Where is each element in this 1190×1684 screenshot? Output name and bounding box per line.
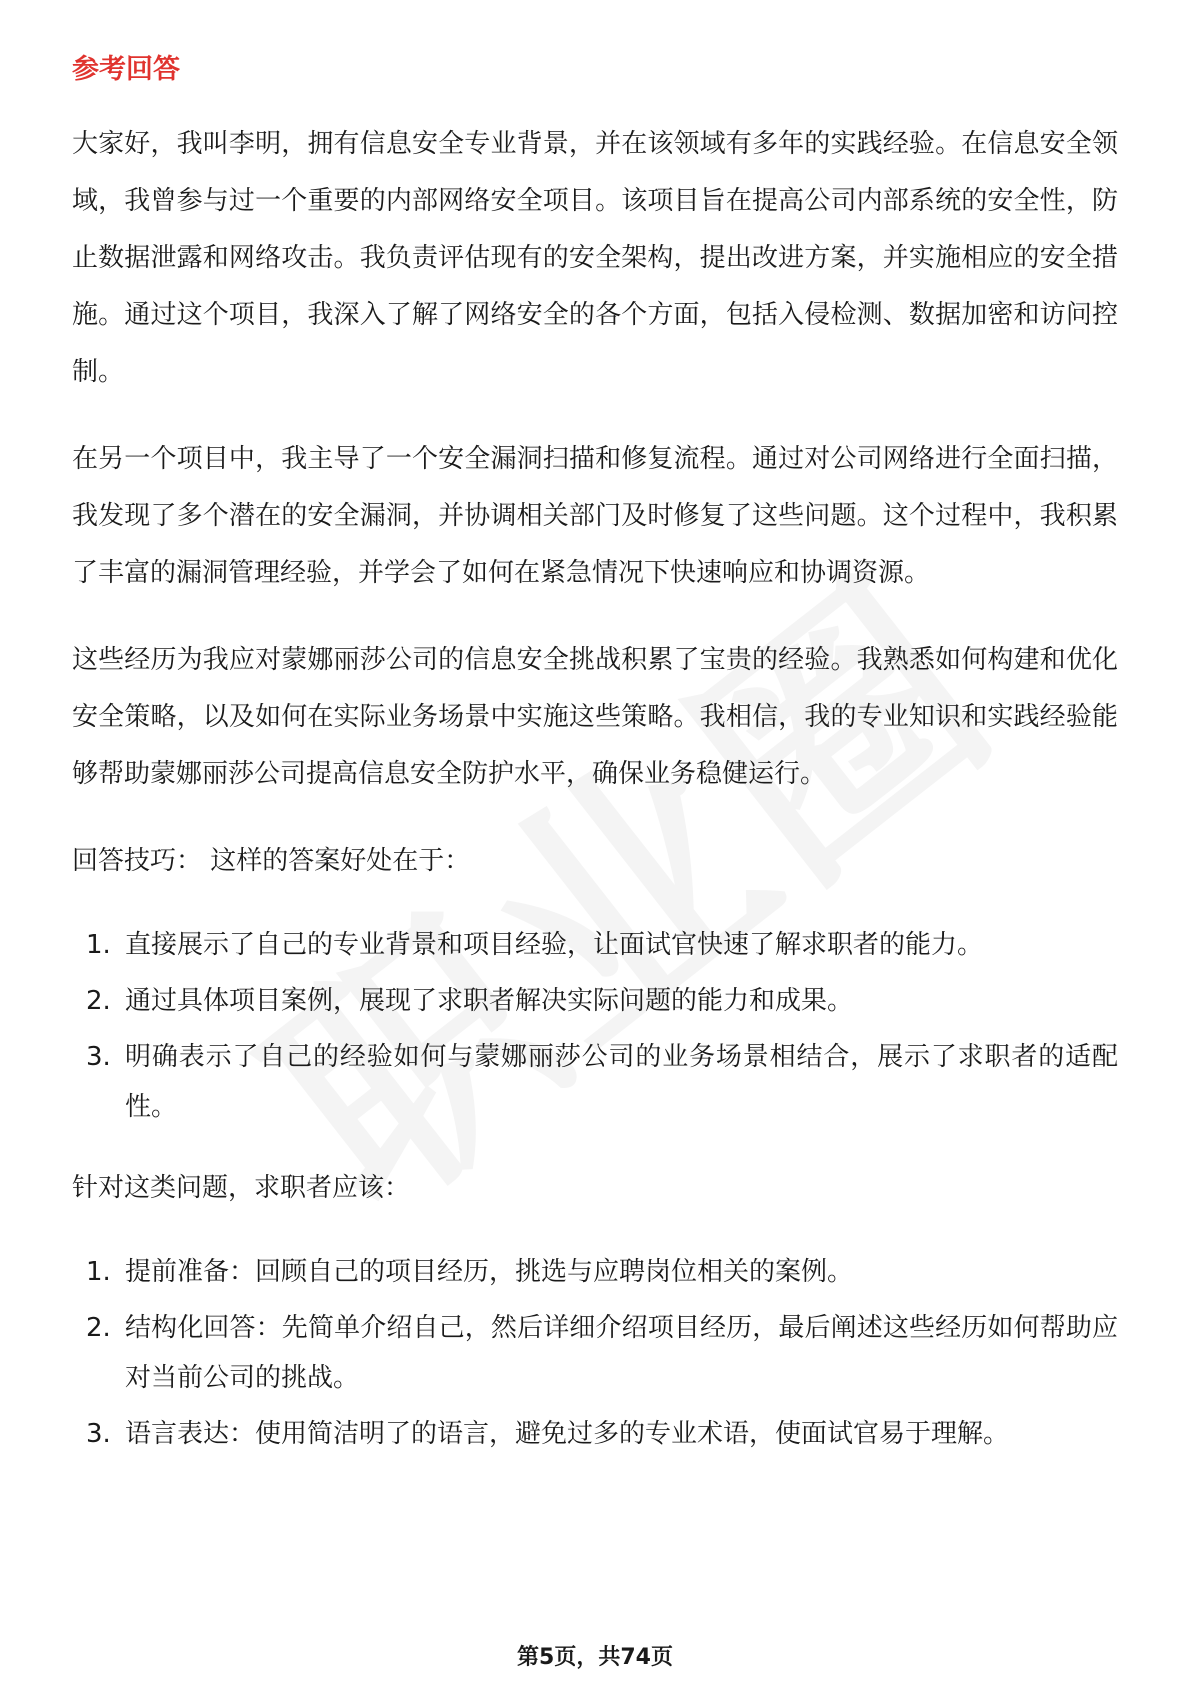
answer-paragraph-1: 大家好，我叫李明，拥有信息安全专业背景，并在该领域有多年的实践经验。在信息安全领域，我曾参与过一个重要的内部网络安全项目。该项目旨在提高公司内部系统的安全性，防止数据泄露和网络攻击。我负责评估现有的安全架构，提出改进方案，并实施相应的安全措施。通过这个项目，我深入了解了网络安全的各个方面，包括入侵检测、数据加密和访问控制。 [72,129,1118,387]
answer-paragraph-2: 在另一个项目中，我主导了一个安全漏洞扫描和修复流程。通过对公司网络进行全面扫描，我发现了多个潜在的安全漏洞，并协调相关部门及时修复了这些问题。这个过程中，我积累了丰富的漏洞管理经验，并学会了如何在紧急情况下快速响应和协调资源。 [72,444,1118,588]
list-item [72,976,1118,1026]
list-item-number: 3. [86,1419,111,1449]
list-item-number: 1. [86,930,111,960]
section-title: 参考回答 [72,54,180,85]
answer-paragraph-3: 这些经历为我应对蒙娜丽莎公司的信息安全挑战积累了宝贵的经验。我熟悉如何构建和优化安全策略，以及如何在实际业务场景中实施这些策略。我相信，我的专业知识和实践经验能够帮助蒙娜丽莎公司提高信息安全防护水平，确保业务稳健运行。 [72,645,1118,789]
list-item-text: 直接展示了自己的专业背景和项目经验，让面试官快速了解求职者的能力。 [125,930,984,960]
list-item-number: 2. [86,1313,111,1343]
list-item-number: 2. [86,986,111,1016]
content-body [72,116,1118,1487]
list-item [72,1303,1118,1403]
advice-heading: 针对这类问题，求职者应该： [72,1173,411,1203]
list-item-text: 明确表示了自己的经验如何与蒙娜丽莎公司的业务场景相结合，展示了求职者的适配性。 [125,1042,1118,1122]
list-item-text: 提前准备：回顾自己的项目经历，挑选与应聘岗位相关的案例。 [125,1257,854,1287]
advice-list [72,1247,1118,1459]
list-item [72,1409,1118,1459]
list-item-text: 语言表达：使用简洁明了的语言，避免过多的专业术语，使面试官易于理解。 [125,1419,1010,1449]
page-footer: 第5页，共74页 [517,1645,673,1670]
list-item [72,1247,1118,1297]
tips-heading: 回答技巧： 这样的答案好处在于： [72,846,471,876]
list-item [72,1032,1118,1132]
list-item-text: 结构化回答：先简单介绍自己，然后详细介绍项目经历，最后阐述这些经历如何帮助应对当前公司的挑战。 [125,1313,1118,1393]
tips-list [72,920,1118,1132]
list-item [72,920,1118,970]
list-item-number: 3. [86,1042,111,1072]
list-item-text: 通过具体项目案例，展现了求职者解决实际问题的能力和成果。 [125,986,854,1016]
list-item-number: 1. [86,1257,111,1287]
